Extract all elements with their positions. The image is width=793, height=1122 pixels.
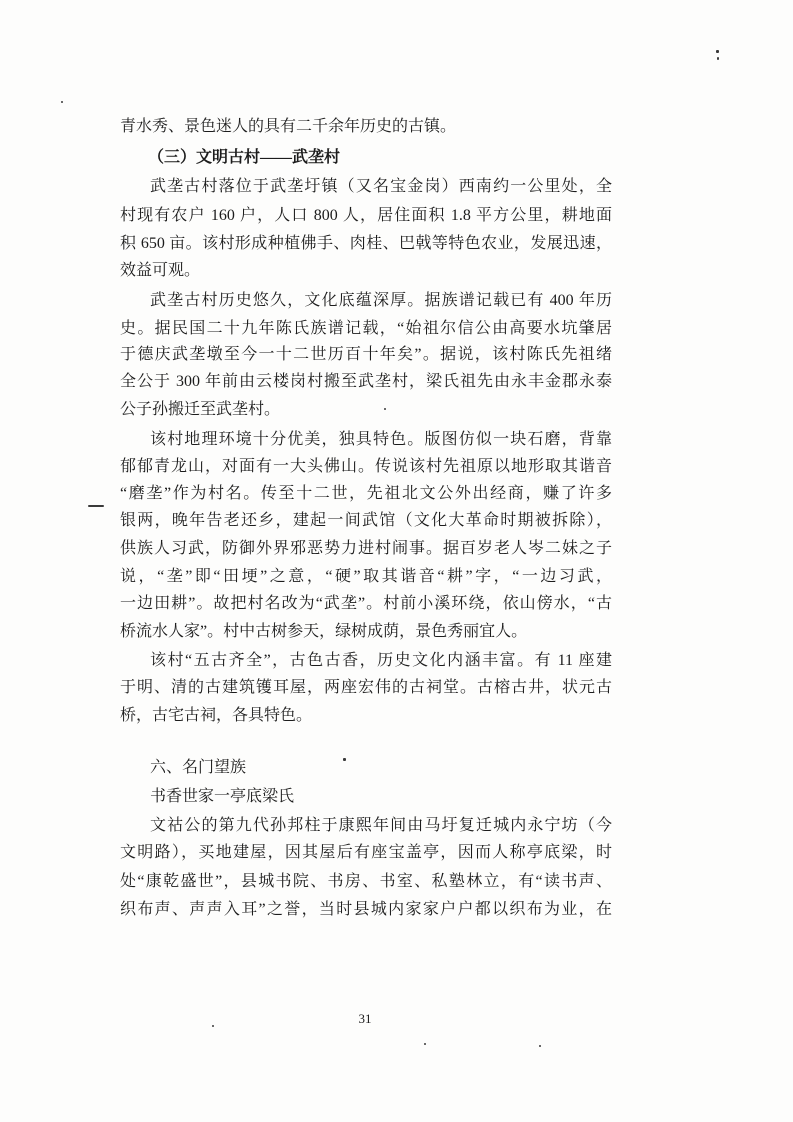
paragraph-line: “磨垄”作为村名。传至十二世，先祖北文公外出经商，赚了许多	[120, 485, 612, 502]
scan-speck	[716, 50, 719, 53]
page-number: 31	[358, 1011, 372, 1026]
paragraph-line: 说，“垄”即“田埂”之意，“硬”取其谐音“耕”字，“一边习武，	[120, 568, 612, 585]
paragraph-line: 该村“五古齐全”，古色古香，历史文化内涵丰富。有 11 座建	[150, 652, 612, 669]
paragraph-line: 供族人习武，防御外界邪恶势力进村闹事。据百岁老人岑二妹之子	[120, 540, 612, 557]
paragraph-line: 史。据民国二十九年陈氏族谱记载，“始祖尔信公由高要水坑肇居	[120, 320, 612, 337]
paragraph-line: 郁郁青龙山，对面有一大头佛山。传说该村先祖原以地形取其谐音	[120, 458, 612, 475]
subsection-heading: （三）文明古村——武垄村	[148, 149, 341, 166]
paragraph-line: 桥，古宅古祠，各具特色。	[120, 707, 313, 724]
paragraph-line: 武垄古村落位于武垄圩镇（又名宝金岗）西南约一公里处，全	[150, 178, 612, 195]
paragraph-line: 织布声、声声入耳”之誉，当时县城内家家户户都以织布为业，在	[120, 901, 612, 918]
section-subheading: 书香世家一亭底梁氏	[150, 788, 295, 805]
scan-speck	[424, 1043, 426, 1045]
paragraph-line: 全公于 300 年前由云楼岗村搬至武垄村，梁氏祖先由永丰金郡永泰	[120, 373, 612, 390]
paragraph-line: 银两，晚年告老还乡，建起一间武馆（文化大革命时期被拆除），	[120, 512, 612, 529]
paragraph-line: 效益可观。	[120, 262, 201, 279]
paragraph-line: 于明、清的古建筑镬耳屋，两座宏伟的古祠堂。古榕古井，状元古	[120, 679, 612, 696]
scan-mark	[88, 505, 104, 507]
paragraph-line: 文明路），买地建屋，因其屋后有座宝盖亭，因而人称亭底梁，时	[120, 844, 612, 861]
section-heading: 六、名门望族	[150, 759, 247, 776]
scan-speck	[61, 101, 63, 103]
paragraph-line: 一边田耕”。故把村名改为“武垄”。村前小溪环绕，依山傍水，“古	[120, 595, 612, 612]
paragraph-line: 桥流水人家”。村中古树参天，绿树成荫，景色秀丽宜人。	[120, 623, 528, 640]
paragraph-line: 积 650 亩。该村形成种植佛手、肉桂、巴戟等特色农业，发展迅速，	[120, 235, 612, 252]
paragraph-line: 该村地理环境十分优美，独具特色。版图仿似一块石磨，背靠	[150, 431, 612, 448]
paragraph-line: 文祜公的第九代孙邦柱于康熙年间由马圩复迁城内永宁坊（今	[150, 817, 612, 834]
scan-speck	[212, 1025, 214, 1027]
paragraph-line: 村现有农户 160 户，人口 800 人，居住面积 1.8 平方公里，耕地面	[120, 207, 612, 224]
scan-speck	[384, 408, 386, 410]
continuation-line: 青水秀、景色迷人的具有二千余年历史的古镇。	[120, 118, 457, 135]
scan-speck	[717, 57, 719, 60]
paragraph-line: 公子孙搬迁至武垄村。	[120, 401, 281, 418]
paragraph-line: 处“康乾盛世”，县城书院、书房、书室、私塾林立，有“读书声、	[120, 873, 612, 890]
scan-speck	[539, 1045, 541, 1047]
paragraph-line: 于德庆武垄墩至今一十二世历百十年矣”。据说，该村陈氏先祖绪	[120, 346, 612, 363]
scan-speck	[343, 758, 346, 761]
paragraph-line: 武垄古村历史悠久，文化底蕴深厚。据族谱记载已有 400 年历	[150, 292, 612, 309]
